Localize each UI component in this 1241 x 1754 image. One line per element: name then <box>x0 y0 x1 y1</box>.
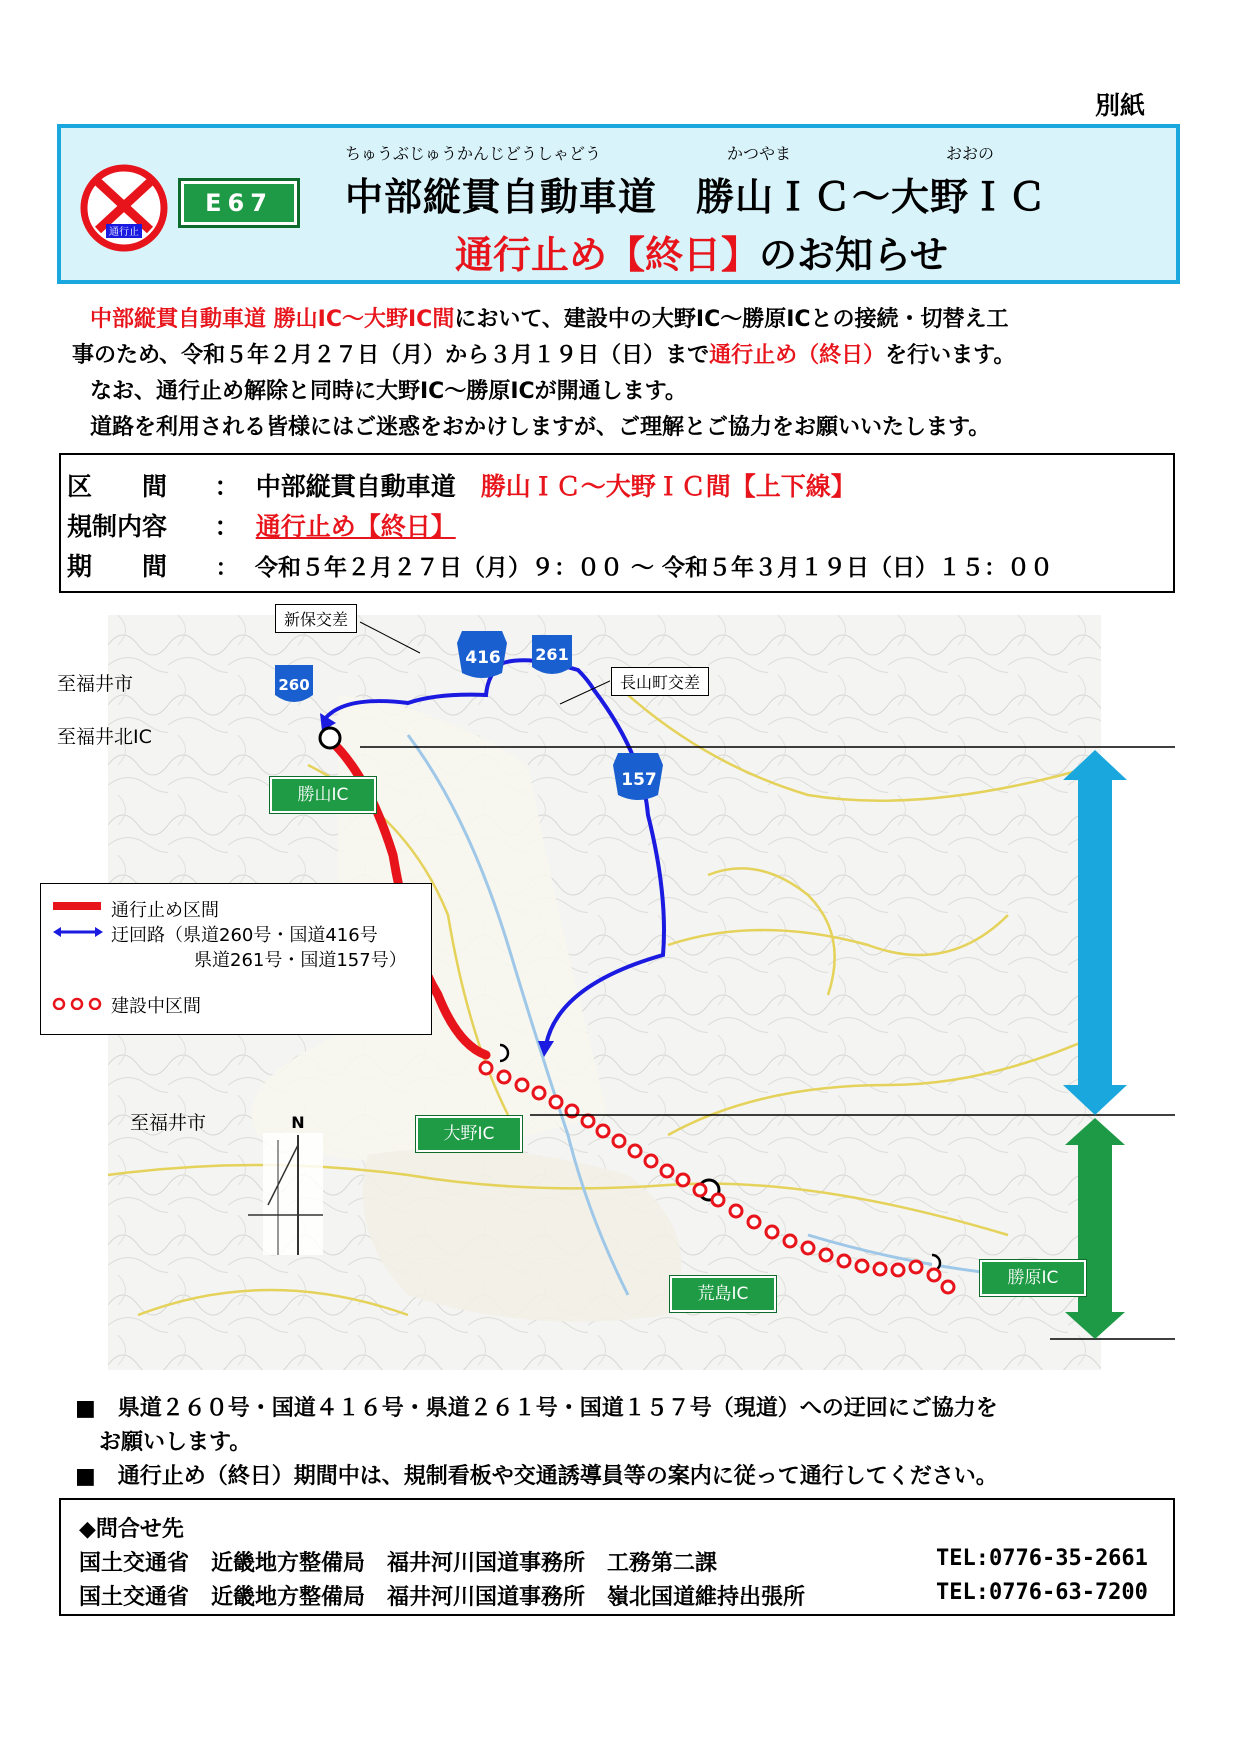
route-badge: E67 <box>178 178 300 228</box>
side-blue-char: 山 <box>1129 822 1156 852</box>
ruby-ono: おおの <box>946 144 995 163</box>
note-line-1: ■ 県道２６０号・国道４１６号・県道２６１号・国道１５７号（現道）への迂回にご協力を <box>75 1396 998 1421</box>
legend-closed: 通行止め区間 <box>111 900 219 921</box>
legend-detour-2: 県道261号・国道157号） <box>194 950 407 971</box>
contact-tel-2: TEL:0776-63-7200 <box>936 1580 1148 1605</box>
intro-text <box>72 302 1172 446</box>
page-title: 中部縦貫自動車道 勝山ＩＣ～大野ＩＣ <box>345 175 1048 219</box>
side-green-char: 原 <box>1134 1278 1152 1298</box>
label-to-fukui-2: 至福井市 <box>130 1112 207 1134</box>
legend-construction: 建設中区間 <box>111 996 201 1017</box>
side-green-char: ～ <box>1134 1238 1152 1258</box>
page-subtitle <box>455 224 948 279</box>
label-to-fukui: 至福井市 <box>57 673 134 695</box>
shield-260-icon <box>275 665 313 702</box>
ic-arashima-tag: 荒島IC <box>670 1276 776 1312</box>
ruby-katsuyama: かつやま <box>727 144 792 163</box>
subtitle-black: のお知らせ <box>759 233 948 277</box>
no-entry-sign-icon <box>80 164 168 252</box>
side-green-char: 勝 <box>1134 1258 1152 1278</box>
colon: ： <box>215 555 239 581</box>
attachment-label: 別紙 <box>1095 91 1146 120</box>
contact-row-2: 国土交通省 近畿地方整備局 福井河川国道事務所 嶺北国道維持出張所 <box>79 1585 806 1610</box>
ruby-route: ちゅうぶじゅうかんじどうしゃどう <box>345 144 602 163</box>
side-label-blue <box>1128 783 1158 1107</box>
side-green-char: 大 <box>1134 1158 1152 1178</box>
intro-line2a: 事のため、令和５年２月２７日（月）から３月１９日（日）まで <box>72 343 710 368</box>
contact-tel-1: TEL:0776-35-2661 <box>936 1546 1148 1571</box>
period-value: 令和５年２月２７日（月）９：００ ～ 令和５年３月１９日（日）１５：００ <box>255 555 1054 581</box>
info-box <box>59 453 1175 593</box>
intro-red-1: 中部縦貫自動車道 勝山IC～大野IC間 <box>90 307 455 332</box>
contact-row-1: 国土交通省 近畿地方整備局 福井河川国道事務所 工務第二課 <box>79 1551 718 1576</box>
side-blue-char: Ｉ <box>1129 858 1156 888</box>
side-green-char: Ｃ <box>1134 1318 1152 1338</box>
ic-katsuhara-tag: 勝原IC <box>980 1260 1086 1296</box>
intro-line1: において、建設中の大野IC～勝原ICとの接続・切替え工 <box>454 307 1009 332</box>
side-blue-char: Ｉ <box>1129 1038 1156 1068</box>
callout-shinbo: 新保交差 <box>275 604 357 633</box>
label-to-fukui-kita: 至福井北IC <box>57 726 152 748</box>
shield-260-text: 260 <box>278 676 310 694</box>
ic-katsuyama-tag: 勝山IC <box>270 777 376 813</box>
intro-line4: 道路を利用される皆様にはご迷惑をおかけしますが、ご理解とご協力をお願いいたします。 <box>90 415 991 440</box>
section-value-red: 勝山ＩＣ～大野ＩＣ間【上下線】 <box>480 472 856 501</box>
legend-symbols <box>51 900 105 1010</box>
side-blue-char: Ｃ <box>1129 894 1156 924</box>
intro-line3: なお、通行止め解除と同時に大野IC～勝原ICが開通します。 <box>90 379 687 404</box>
colon: ： <box>214 472 240 501</box>
map-legend <box>40 883 432 1035</box>
side-blue-char: 大 <box>1129 966 1156 996</box>
side-label-green <box>1130 1158 1156 1338</box>
period-key: 期 間 <box>67 552 168 581</box>
side-blue-char: 勝 <box>1129 786 1156 816</box>
side-blue-char: ～ <box>1129 930 1156 960</box>
shield-416-text: 416 <box>465 648 501 668</box>
shield-261-text: 261 <box>535 645 569 664</box>
side-green-char: Ｉ <box>1134 1198 1152 1218</box>
side-green-char: 野 <box>1134 1178 1152 1198</box>
contact-box <box>59 1498 1175 1616</box>
section-key: 区 間 <box>67 472 168 501</box>
subtitle-red: 通行止め【終日】 <box>455 233 760 277</box>
callout-nagayama: 長山町交差 <box>611 667 709 696</box>
legend-detour-1: 迂回路（県道260号・国道416号 <box>111 925 378 946</box>
intro-red-2: 通行止め（終日） <box>709 343 886 368</box>
side-green-char: Ｉ <box>1134 1298 1152 1318</box>
side-blue-char: 野 <box>1129 1002 1156 1032</box>
noentry-text: 通行止 <box>109 227 139 238</box>
ic-ono-tag: 大野IC <box>416 1116 522 1152</box>
contact-heading: ◆問合せ先 <box>79 1517 184 1542</box>
callout-leaders <box>340 620 610 710</box>
section-value: 中部縦貫自動車道 <box>255 472 456 501</box>
side-blue-char: Ｃ <box>1129 1074 1156 1104</box>
restriction-key: 規制内容 <box>67 512 168 541</box>
note-line-2: お願いします。 <box>99 1430 252 1455</box>
restriction-value: 通行止め【終日】 <box>255 512 456 541</box>
colon: ： <box>214 512 240 541</box>
side-green-char: Ｃ <box>1134 1218 1152 1238</box>
north-label: N <box>291 1113 305 1132</box>
notes <box>75 1392 1175 1494</box>
shield-157-text: 157 <box>621 770 657 790</box>
intro-line2b: を行います。 <box>885 343 1016 368</box>
note-line-3: ■ 通行止め（終日）期間中は、規制看板や交通誘導員等の案内に従って通行してください。 <box>75 1464 998 1489</box>
